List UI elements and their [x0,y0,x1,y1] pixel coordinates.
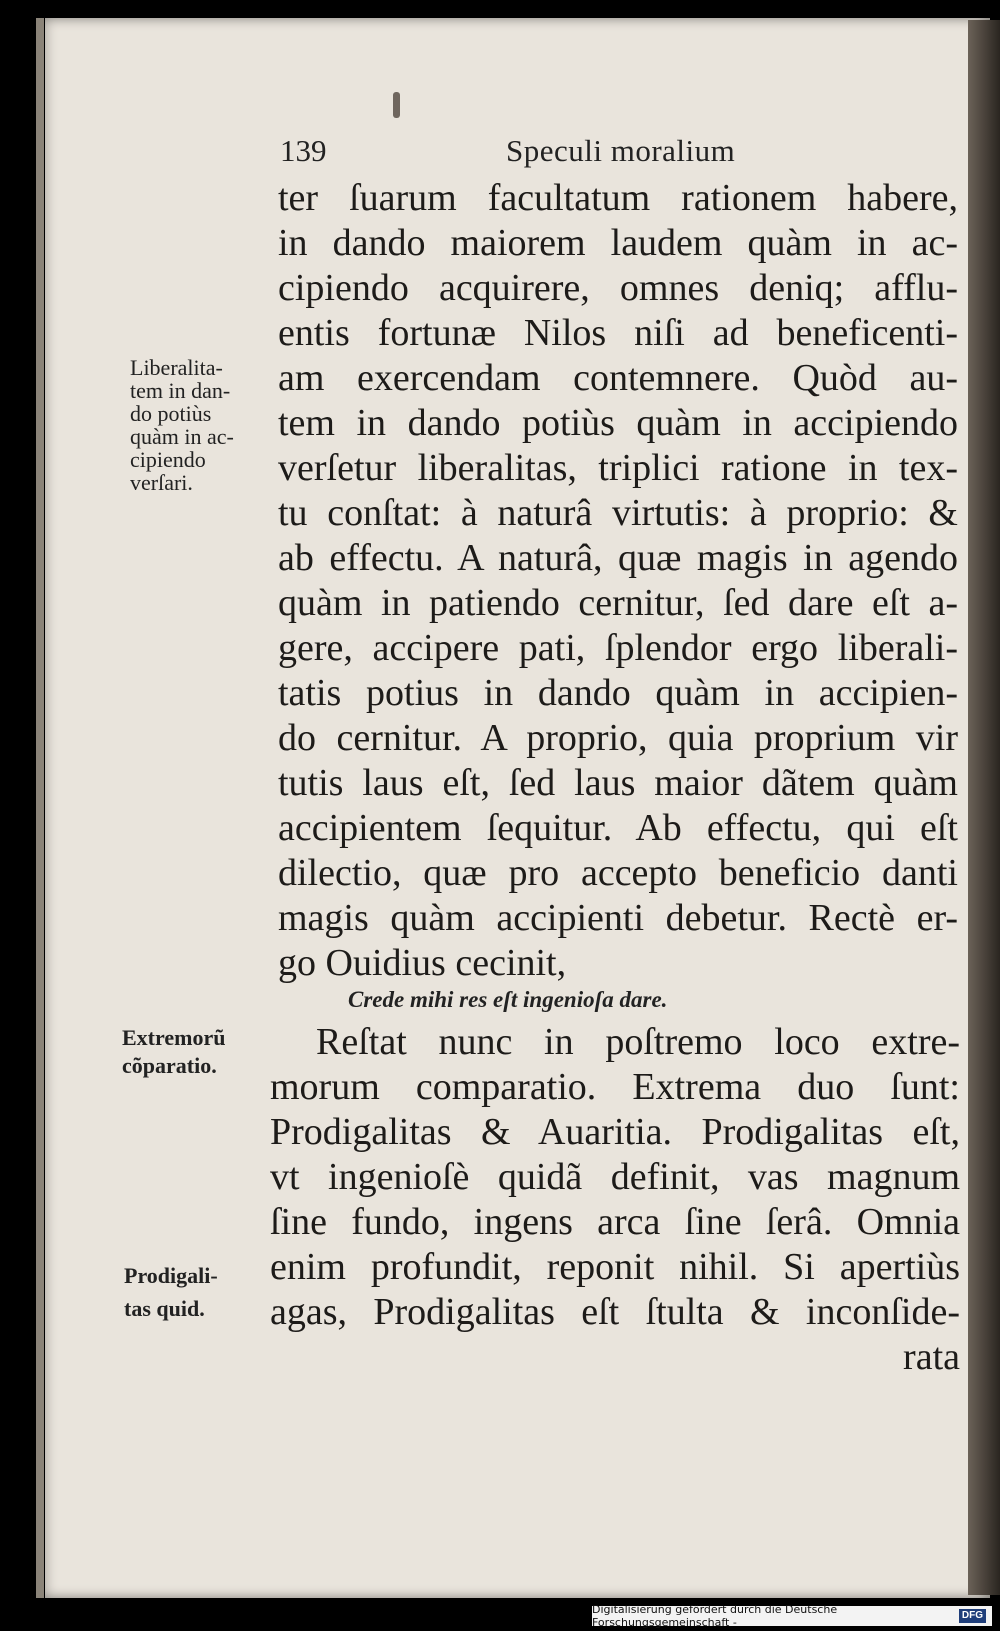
text-line: ter ſuarum facultatum rationem habere, [278,177,958,219]
catchword: rata [903,1336,960,1378]
verse-quotation: Crede mihi res eſt ingenioſa dare. [348,987,668,1012]
text-line: entis fortunæ Nilos niſi ad beneficenti- [278,312,958,354]
text-line: tatis potius in dando quàm in accipien- [278,672,958,714]
running-head: Speculi moralium [506,133,736,168]
text-line: cipiendo acquirere, omnes deniq; afflu- [278,267,958,309]
text-line: dilectio, quæ pro accepto beneficio danti [278,852,958,894]
marginal-note-extremes [122,1024,225,1080]
text-line: tu conſtat: à naturâ virtutis: à proprio: & [278,492,958,534]
text-line: enim profundit, reponit nihil. Si apertiùs [270,1246,960,1288]
text-line: morum comparatio. Extrema duo ſunt: [270,1066,960,1108]
marginal-note-line: quàm in ac- [130,424,234,449]
text-line: verſetur liberalitas, triplici ratione in tex- [278,447,958,489]
text-line: go Ouidius cecinit, [278,942,567,984]
marginal-note-line: cõparatio. [122,1053,217,1078]
text-line: Prodigalitas & Auaritia. Prodigalitas eſt, [270,1111,960,1153]
page-left-edge [36,18,44,1598]
marginal-note-line: verſari. [130,470,193,495]
marginal-note-line: Liberalita- [130,355,223,380]
marginal-note-line: Prodigali- [124,1263,218,1288]
dfg-logo: DFG [959,1609,986,1623]
text-line: quàm in patiendo cernitur, ſed dare eſt a- [278,582,958,624]
main-text-block [278,176,958,986]
second-text-block [270,1020,960,1380]
text-line: vt ingenioſè quidã definit, vas magnum [270,1156,960,1198]
text-line: gere, accipere pati, ſplendor ergo liberali- [278,627,958,669]
text-line: Reſtat nunc in poſtremo loco extre- [316,1021,960,1063]
text-line: do cernitur. A proprio, quia proprium vir [278,717,958,759]
text-line: ſine fundo, ingens arca ſine ſerâ. Omnia [270,1201,960,1243]
book-spine [968,20,1000,1595]
text-line: in dando maiorem laudem quàm in ac- [278,222,958,264]
text-line: magis quàm accipienti debetur. Rectè er- [278,897,958,939]
marginal-note-line: Extremorũ [122,1025,226,1050]
marginal-note-liberality [130,356,234,494]
text-line: tutis laus eſt, ſed laus maior dãtem quàm [278,762,958,804]
text-line: agas, Prodigalitas eſt ſtulta & inconſide- [270,1291,960,1333]
credit-text: Digitalisierung gefördert durch die Deutsche Forschungsgemeinschaft - [592,1603,838,1629]
marginal-note-line: cipiendo [130,447,206,472]
marginal-note-line: tas quid. [124,1296,205,1321]
marginal-note-line: tem in dan- [130,378,231,403]
text-line: ab effectu. A naturâ, quæ magis in agendo [278,537,958,579]
text-line: tem in dando potiùs quàm in accipiendo [278,402,958,444]
marginal-note-prodigality [124,1259,218,1325]
text-line: accipientem ſequitur. Ab effectu, qui eſt [278,807,958,849]
page-number: 139 [280,133,327,168]
digitization-credit [592,1603,992,1629]
text-line: am exercendam contemnere. Quòd au- [278,357,958,399]
marginal-note-line: do potiùs [130,401,212,426]
ink-smudge [393,92,400,118]
